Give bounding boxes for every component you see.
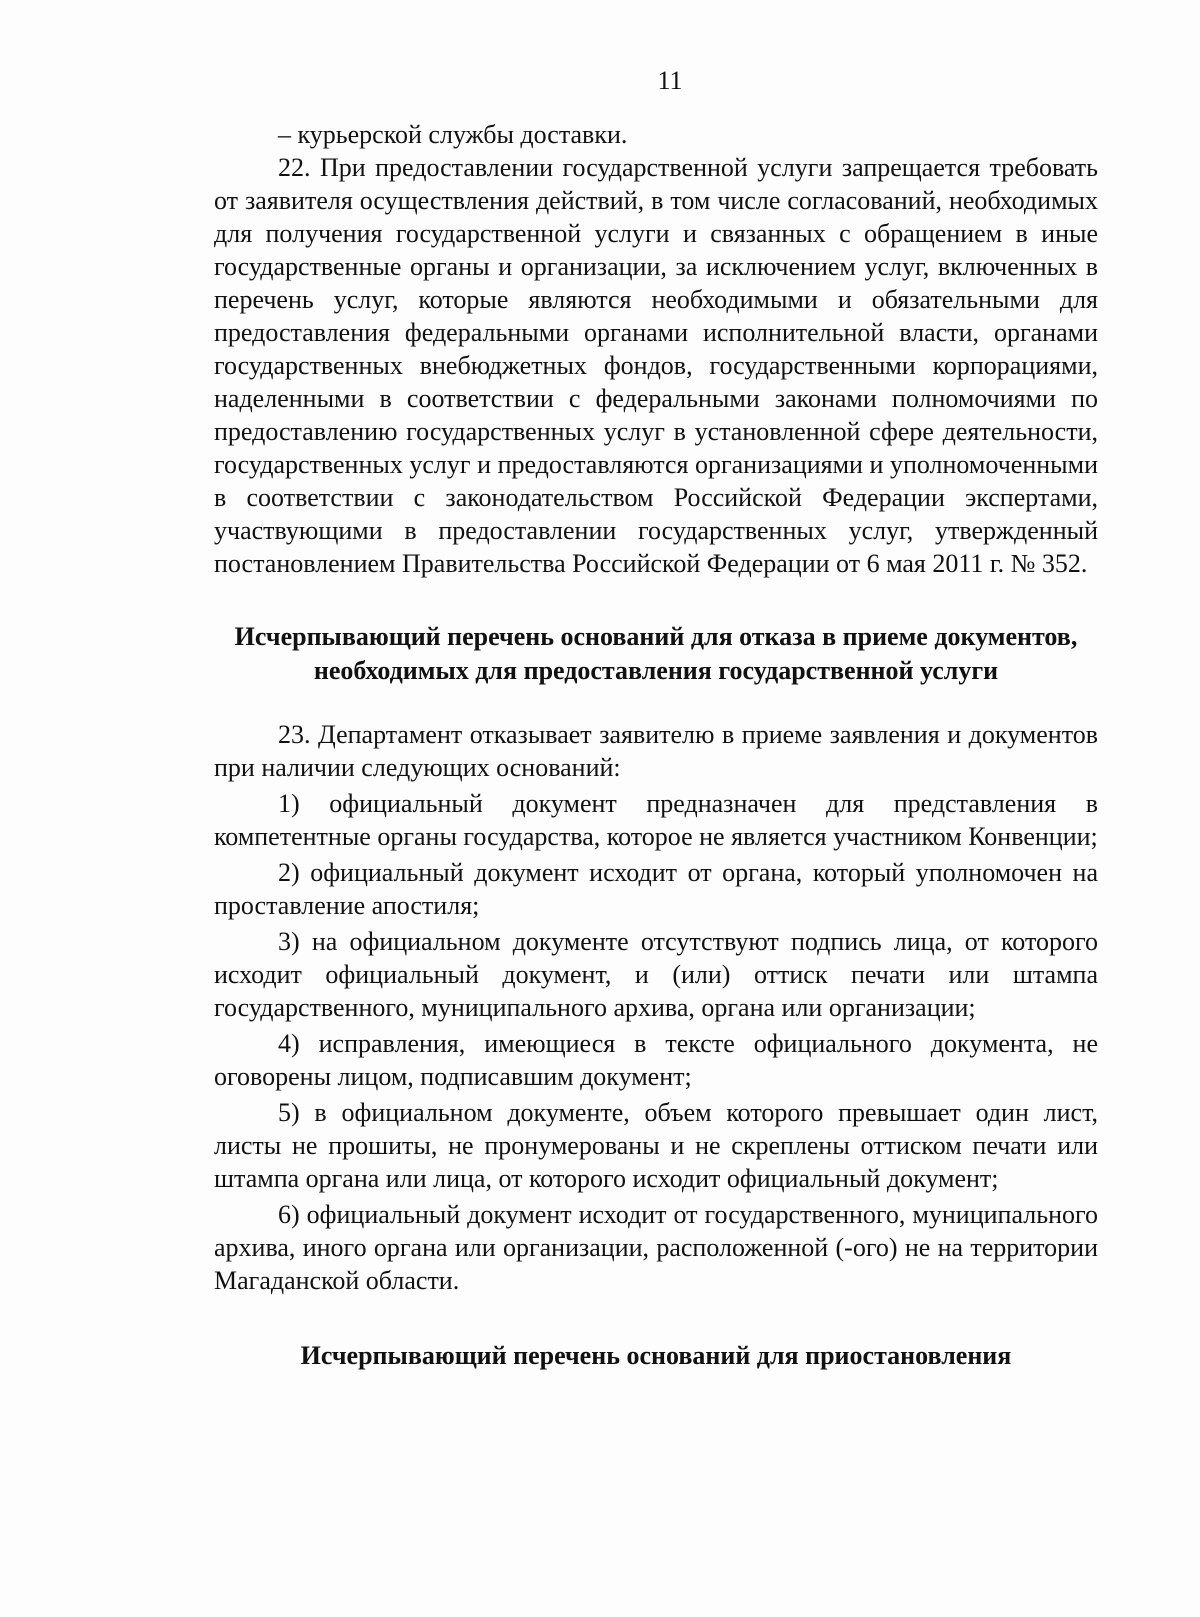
section-heading-suspension: Исчерпывающий перечень оснований для приостановления (300, 1341, 1012, 1370)
list-item: 6) официальный документ исходит от государственного, муниципального архива, иного органа или организации, расположенной (-ого) не на территории Магаданской области. (214, 1200, 1098, 1295)
section-heading-refusal: Исчерпывающий перечень оснований для отказа в приеме документов, необходимых для предоставления государственной услуги (234, 622, 1078, 685)
page-number: 11 (657, 66, 683, 95)
list-item: 1) официальный документ предназначен для представления в компетентные органы государства, которое не является участником Конвенции; (214, 789, 1098, 851)
list-item: 2) официальный документ исходит от органа, который уполномочен на проставление апостиля; (214, 858, 1098, 920)
paragraph-clause-22: 22. При предоставлении государственной услуги запрещается требовать от заявителя осуществления действий, в том числе согласований, необходимых для получения государственной услуги и связанных с обращением в иные государственные органы и организации, за исключением услуг, включенных в перечень услуг, которые являются необходимыми и обязательными для предоставления федеральными органами исполнительной власти, органами государственных внебюджетных фондов, государственными корпорациями, наделенными в соответствии с федеральными законами полномочиями по предоставлению государственных услуг в установленной сфере деятельности, государственных услуг и предоставляются организациями и уполномоченными в соответствии с законодательством Российской Федерации экспертами, участвующими в предоставлении государственных услуг, утвержденный постановлением Правительства Российской Федерации от 6 мая 2011 г. № 352. (214, 153, 1098, 578)
document-body (214, 118, 1098, 1373)
list-item: 4) исправления, имеющиеся в тексте официального документа, не оговорены лицом, подписавшим документ; (214, 1029, 1098, 1091)
paragraph-courier: – курьерской службы доставки. (278, 120, 628, 149)
list-item: 5) в официальном документе, объем которого превышает один лист, листы не прошиты, не пронумерованы и не скреплены оттиском печати или штампа органа или лица, от которого исходит официальный документ; (214, 1098, 1098, 1193)
paragraph-clause-23-intro: 23. Департамент отказывает заявителю в приеме заявления и документов при наличии следующих оснований: (214, 720, 1098, 782)
list-item: 3) на официальном документе отсутствуют подпись лица, от которого исходит официальный документ, и (или) оттиск печати или штампа государственного, муниципального архива, органа или организации; (214, 927, 1098, 1022)
